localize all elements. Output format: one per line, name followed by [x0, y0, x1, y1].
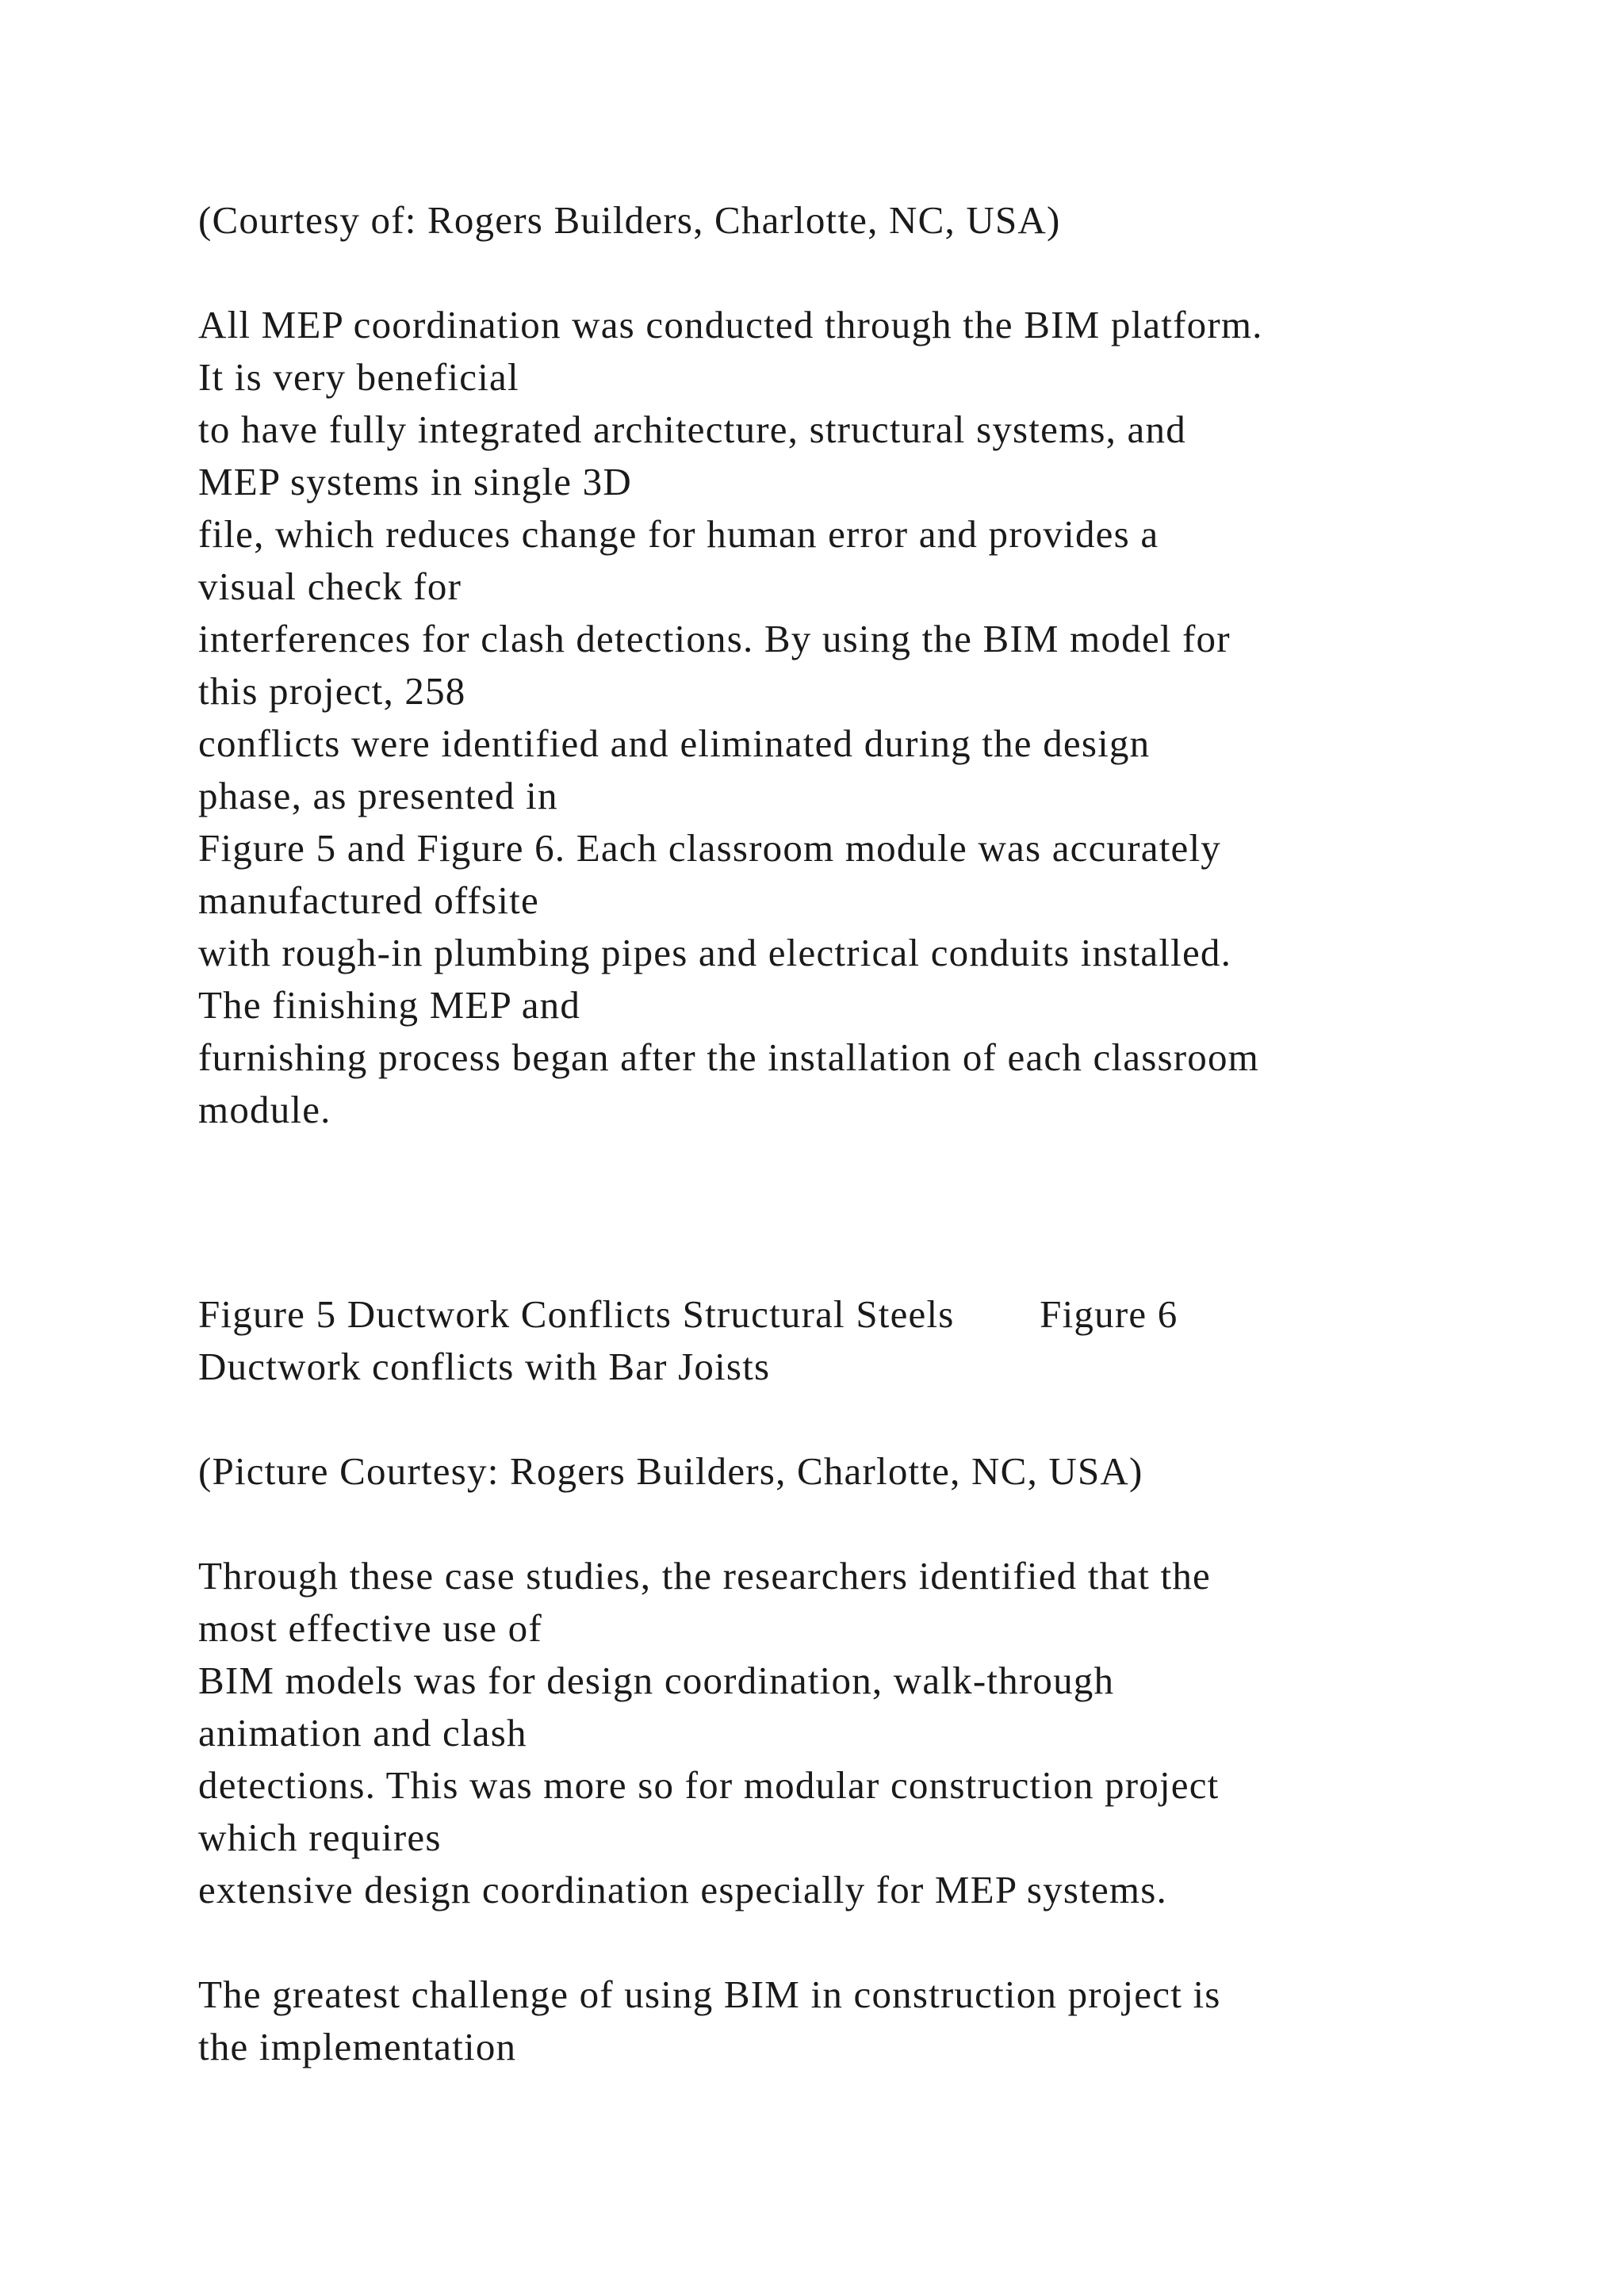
courtesy-note: (Courtesy of: Rogers Builders, Charlotte, NC, USA) [198, 198, 1061, 242]
paragraph-bim-challenge: The greatest challenge of using BIM in construction project is the implementation [198, 1973, 1221, 2068]
picture-courtesy-note: (Picture Courtesy: Rogers Builders, Charlotte, NC, USA) [198, 1449, 1143, 1493]
figure-caption: Figure 5 Ductwork Conflicts Structural Steels Figure 6 Ductwork conflicts with Bar Joists [198, 1292, 1178, 1388]
paragraph-case-studies: Through these case studies, the researchers identified that the most effective use of BIM models was for design coordination, walk-through animation and clash detections. This was more so for modular construction project which requires extensive design coordination especially for MEP systems. [198, 1554, 1220, 1911]
paragraph-mep-coordination: All MEP coordination was conducted through the BIM platform. It is very beneficial to have fully integrated architecture, structural systems, and MEP systems in single 3D file, which reduces change for human error and provides a visual check for interferences for clash detections. By using the BIM model for this project, 258 conflicts were identified and eliminated during the design phase, as presented in Figure 5 and Figure 6. Each classroom module was accurately manufactured offsite with rough-in plumbing pipes and electrical conduits installed. The finishing MEP and furnishing process began after the installation of each classroom module. [198, 303, 1263, 1131]
